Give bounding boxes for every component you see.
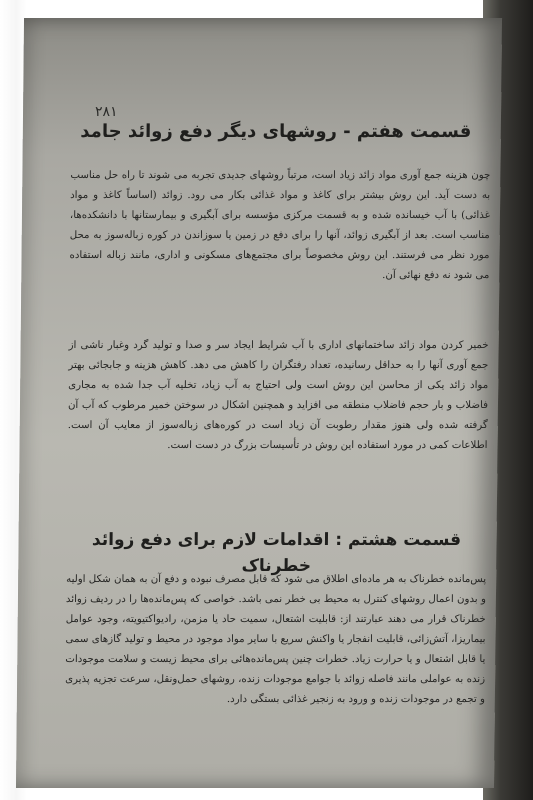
section-7-paragraph-1: چون هزینه جمع آوری مواد زائد زیاد است، مرتباً روشهای جدیدی تجربه می شوند تا راه حل مناسب به دست آید. این روش بیشتر برای کاغذ و مواد غذائی بکار می رود. زوائد (اساساً کاغذ و مواد غذائی) با آب خیسانده شده و به قسمت مرکزی مؤسسه برای آبگیری و بیمارستانها با دانشکده‌ها، مناسب است. بعد از آبگیری زوائد، آنها را برای دفع در زمین یا سوزاندن در کوره زباله‌سوز به محل مورد نظر می فرستند. این روش مخصوصاً برای مجتمع‌های مسکونی و اداری، مانند زباله استفاده می شود نه دفع نهائی آن. <box>69 170 491 281</box>
book-page <box>16 18 502 788</box>
section-8-paragraph-1: پس‌مانده خطرناک به هر ماده‌ای اطلاق می شود که قابل مصرف نبوده و دفع آن به همان شکل اولیه و بدون اعمال روشهای کنترل به محیط بی خطر نمی باشد. خواصی که پس‌مانده‌ها را در ردیف زوائد خطرناک قرار می دهند عبارتند از: قابلیت اشتعال، سمیت حاد یا مزمن، رادیواکتیویته، وجود عوامل بیماریزا، آتش‌زائی، قابلیت انفجار یا واکنش سریع با سایر مواد موجود در محیط و تولید گازهای سمی یا قابل اشتعال و یا حرارت زیاد. خطرات چنین پس‌مانده‌هائی برای محیط زیست و سلامت موجودات زنده به عواملی مانند فاصله زوائد با جوامع موجودات زنده، روشهای حمل‌ونقل، سرعت تجزیه پذیری و تجمع در موجودات زنده و ورود به زنجیر غذائی بستگی دارد. <box>65 574 487 705</box>
section-7-heading: قسمت هفتم - روشهای دیگر دفع زوائد جامد <box>80 121 472 142</box>
section-8-heading: قسمت هشتم : اقدامات لازم برای دفع زوائد خطرناک <box>91 530 462 576</box>
section-7-paragraph-2: خمیر کردن مواد زائد ساختمانهای اداری با آب شرایط ایجاد سر و صدا و تولید گرد وغبار ناشی از جمع آوری آنها را به حداقل رسانیده، تعداد رفتگران را کاهش می دهد. کاهش هزینه و جابجائی بهتر مواد زائد یکی از محاسن این روش است ولی احتیاج به آب زیاد، تخلیه آب جدا شده به مجاری فاضلاب و بار حجم فاضلاب منطقه می افزاید و همچنین اشکال در سوختن خمیر مرطوب که آب آن گرفته شده ولی هنوز مقدار رطوبت آن زیاد است در کوره‌های زباله‌سوز از معایب آن است. اطلاعات کمی در مورد استفاده این روش در تأسیسات بزرگ در دست است. <box>67 340 489 451</box>
page-number: ۲۸۱ <box>94 104 118 120</box>
